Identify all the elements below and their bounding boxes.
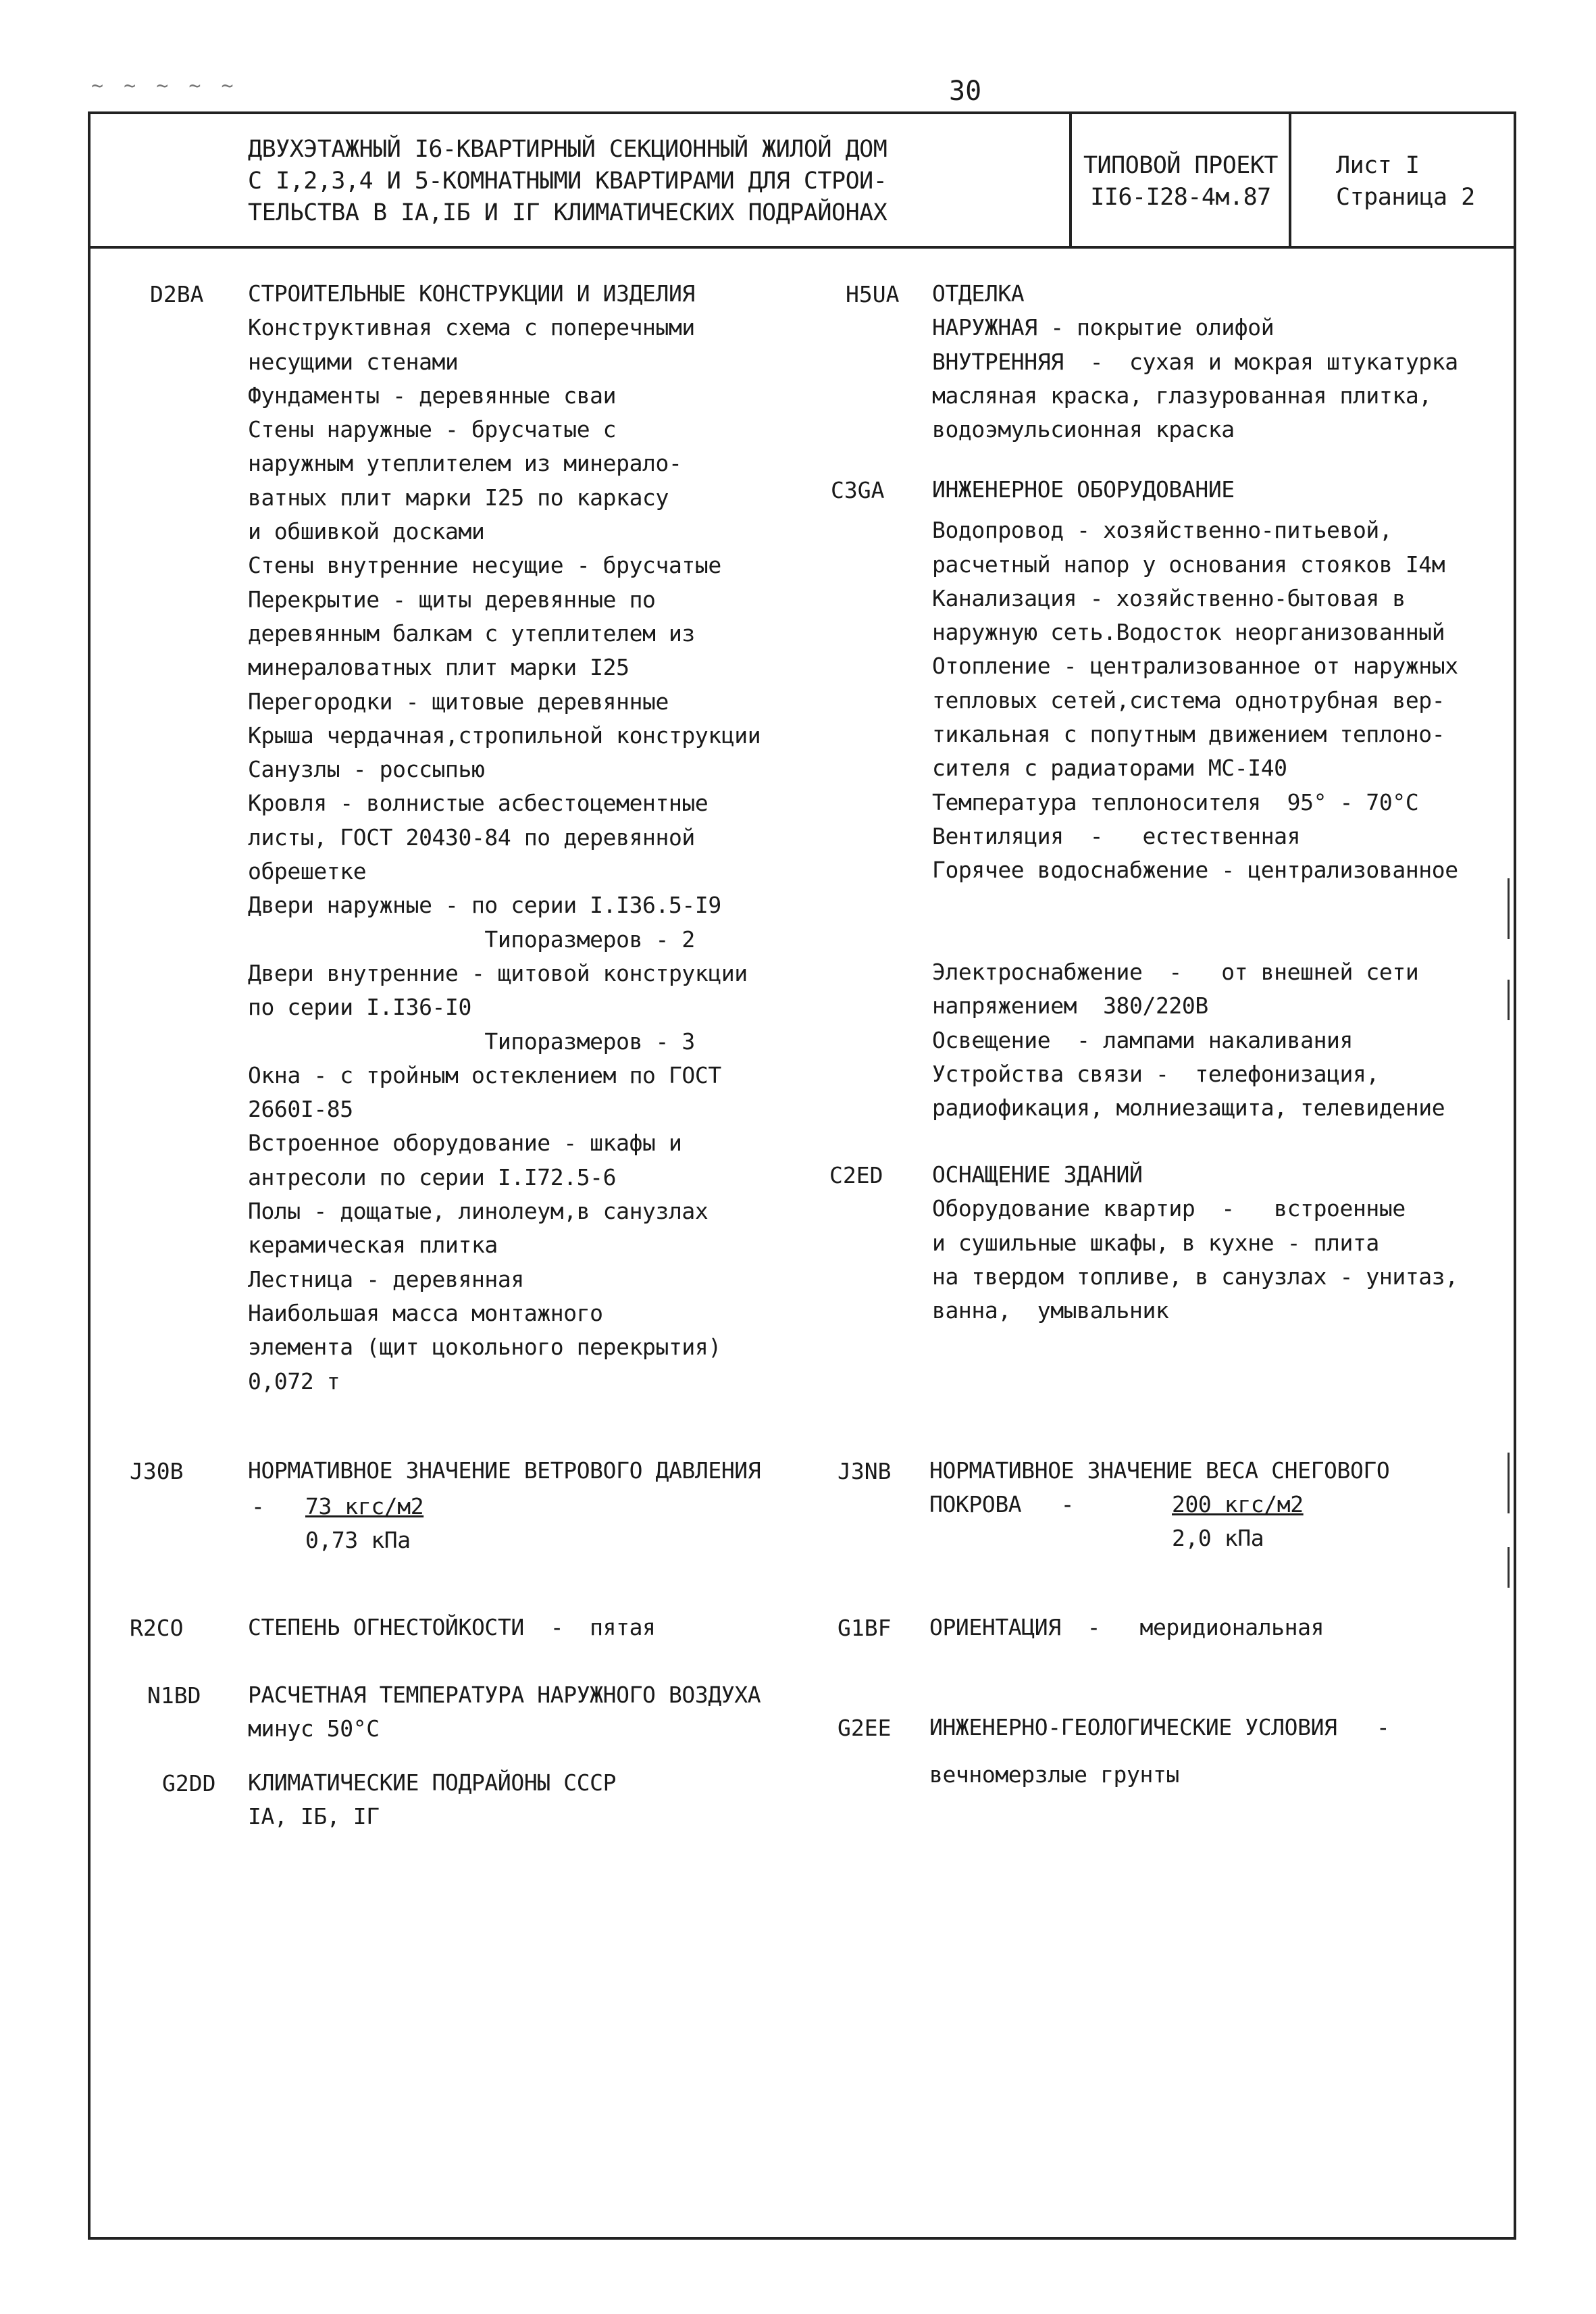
block-code: N1BD — [147, 1682, 201, 1709]
text-line: Наибольшая масса монтажного — [248, 1299, 603, 1326]
corner-mark: ~ ~ ~ ~ ~ — [91, 74, 238, 98]
text-line: листы, ГОСТ 20430-84 по деревянной — [248, 824, 695, 851]
text-line: Санузлы - россыпью — [248, 756, 485, 783]
text-line: минус 50°С — [248, 1715, 380, 1742]
header-title-line: С I,2,3,4 И 5-КОМНАТНЫМИ КВАРТИРАМИ ДЛЯ СТРОИ- — [248, 168, 887, 195]
snow-value-main: 200 кгс/м2 — [1172, 1491, 1304, 1517]
text-line: Двери внутренние - щитовой конструкции — [248, 959, 748, 986]
block-power-supply — [932, 955, 1445, 1125]
text-line: ВНУТРЕННЯЯ - сухая и мокрая штукатурка — [932, 348, 1458, 375]
text-line: наружную сеть.Водосток неорганизованный — [932, 619, 1445, 646]
text-line: НАРУЖНАЯ - покрытие олифой — [932, 314, 1275, 341]
block-climatic-subregions — [248, 1766, 616, 1834]
block-engineering-equipment — [932, 473, 1458, 888]
text-line: СТЕПЕНЬ ОГНЕСТОЙКОСТИ - пятая — [248, 1614, 656, 1640]
block-geology — [929, 1711, 1389, 1792]
block-code: G1BF — [838, 1615, 892, 1641]
project-label: ТИПОВОЙ ПРОЕКТ — [1083, 152, 1278, 179]
page-label: Страница 2 — [1336, 184, 1475, 211]
block-code: H5UA — [846, 281, 900, 307]
text-line: ванна, умывальник — [932, 1297, 1169, 1324]
text-line: Лестница - деревянная — [248, 1265, 524, 1292]
text-line: КЛИМАТИЧЕСКИЕ ПОДРАЙОНЫ СССР — [248, 1769, 617, 1796]
text-line: Окна - с тройным остеклением по ГОСТ — [248, 1061, 721, 1088]
snow-value-alt: 2,0 кПа — [1172, 1525, 1264, 1551]
sheet-box — [1336, 150, 1475, 213]
text-line: Температура теплоносителя 95° - 70°С — [932, 788, 1419, 815]
text-line: Кровля - волнистые асбестоцементные — [248, 790, 709, 817]
text-line: водоэмульсионная краска — [932, 416, 1235, 443]
text-line: Оборудование квартир - встроенные — [932, 1195, 1406, 1222]
text-line: ИНЖЕНЕРНО-ГЕОЛОГИЧЕСКИЕ УСЛОВИЯ - — [929, 1714, 1390, 1740]
block-outdoor-temperature — [248, 1678, 761, 1746]
project-box — [1079, 150, 1282, 213]
text-line: СТРОИТЕЛЬНЫЕ КОНСТРУКЦИИ И ИЗДЕЛИЯ — [248, 280, 695, 307]
text-line: масляная краска, глазурованная плитка, — [932, 382, 1432, 409]
wind-dash: - — [251, 1493, 265, 1519]
scan-mark — [1508, 980, 1510, 1020]
text-line: по серии I.I36-I0 — [248, 994, 471, 1021]
text-line: обрешетке — [248, 858, 367, 885]
text-line: Крыша чердачная,стропильной конструкции — [248, 722, 761, 749]
text-line: ИНЖЕНЕРНОЕ ОБОРУДОВАНИЕ — [932, 476, 1235, 503]
text-line: и обшивкой досками — [248, 518, 485, 545]
scan-mark — [1508, 1547, 1510, 1588]
header-divider — [88, 246, 1516, 249]
text-line: Канализация - хозяйственно-бытовая в — [932, 584, 1406, 611]
text-line: тепловых сетей,система однотрубная вер- — [932, 686, 1445, 713]
text-line: элемента (щит цокольного перекрытия) — [248, 1334, 721, 1361]
text-line: на твердом топливе, в санузлах - унитаз, — [932, 1263, 1458, 1290]
text-line: Полы - дощатые, линолеум,в санузлах — [248, 1198, 709, 1225]
text-line: напряжением 380/220В — [932, 992, 1208, 1020]
text-line: наружным утеплителем из минерало- — [248, 450, 682, 477]
block-code: G2EE — [838, 1715, 892, 1741]
text-line: тикальная с попутным движением теплоно- — [932, 721, 1445, 748]
text-line: Водопровод - хозяйственно-питьевой, — [932, 517, 1393, 544]
wind-value-alt: 0,73 кПа — [305, 1527, 411, 1553]
text-line: 2660I-85 — [248, 1096, 353, 1123]
block-code: J3NB — [838, 1458, 892, 1484]
block-snow-load — [929, 1454, 1389, 1522]
project-number: II6-I28-4м.87 — [1090, 184, 1271, 211]
page-number: 30 — [949, 76, 982, 107]
text-line: Перегородки - щитовые деревянные — [248, 688, 669, 715]
header-title-line: ДВУХЭТАЖНЫЙ I6-КВАРТИРНЫЙ СЕКЦИОННЫЙ ЖИЛОЙ ДОМ — [248, 136, 887, 163]
text-line: Горячее водоснабжение - централизованное — [932, 857, 1458, 884]
text-line: 0,072 т — [248, 1367, 340, 1394]
block-code: C2ED — [829, 1162, 883, 1188]
text-line: РАСЧЕТНАЯ ТЕМПЕРАТУРА НАРУЖНОГО ВОЗДУХА — [248, 1682, 761, 1708]
block-code: D2BA — [150, 281, 204, 307]
text-line: ватных плит марки I25 по каркасу — [248, 484, 669, 511]
block-orientation — [929, 1611, 1324, 1644]
text-line: ОСНАЩЕНИЕ ЗДАНИЙ — [932, 1161, 1143, 1188]
block-finishing — [932, 277, 1458, 447]
scan-mark — [1508, 1453, 1510, 1513]
text-line: Освещение - лампами накаливания — [932, 1026, 1353, 1053]
text-line: Вентиляция - естественная — [932, 822, 1301, 849]
header-title — [248, 134, 887, 229]
text-line: Отопление - централизованное от наружных — [932, 653, 1458, 680]
text-line: ОТДЕЛКА — [932, 280, 1025, 307]
block-code: G2DD — [162, 1770, 216, 1796]
block-building-equipment — [932, 1158, 1458, 1328]
text-line: вечномерзлые грунты — [929, 1761, 1179, 1788]
scan-mark — [1508, 878, 1510, 939]
text-line: антресоли по серии I.I72.5-6 — [248, 1163, 617, 1190]
text-line: Двери наружные - по серии I.I36.5-I9 — [248, 892, 721, 919]
text-line: радиофикация, молниезащита, телевидение — [932, 1095, 1445, 1122]
block-code: R2CO — [130, 1615, 184, 1641]
text-line: Конструктивная схема с поперечными — [248, 314, 695, 341]
block-structures — [248, 277, 761, 1399]
text-line: НОРМАТИВНОЕ ЗНАЧЕНИЕ ВЕТРОВОГО ДАВЛЕНИЯ — [248, 1457, 761, 1484]
text-line: керамическая плитка — [248, 1232, 498, 1259]
text-line: Перекрытие - щиты деревянные по — [248, 586, 656, 613]
text-line — [929, 1744, 1389, 1758]
wind-value-main: 73 кгс/м2 — [305, 1493, 424, 1519]
block-code: C3GA — [831, 477, 885, 503]
text-line: ПОКРОВА - — [929, 1491, 1075, 1518]
text-line: деревянным балкам с утеплителем из — [248, 620, 695, 647]
text-line: Стены наружные - брусчатые с — [248, 416, 617, 443]
text-line: и сушильные шкафы, в кухне - плита — [932, 1229, 1379, 1256]
text-line: Фундаменты - деревянные сваи — [248, 382, 617, 409]
text-line: сителя с радиаторами МС-I40 — [932, 755, 1287, 782]
text-line: Типоразмеров - 3 — [248, 1028, 695, 1055]
text-line: несущими стенами — [248, 348, 459, 375]
text-line: Встроенное оборудование - шкафы и — [248, 1130, 682, 1157]
text-line: Типоразмеров - 2 — [248, 926, 695, 953]
block-fire-resistance — [248, 1611, 656, 1644]
text-line: НОРМАТИВНОЕ ЗНАЧЕНИЕ ВЕСА СНЕГОВОГО — [929, 1457, 1390, 1484]
sheet-label: Лист I — [1336, 152, 1420, 179]
text-line: расчетный напор у основания стояков I4м — [932, 551, 1445, 578]
text-line: ОРИЕНТАЦИЯ - меридиональная — [929, 1614, 1324, 1640]
text-line: IА, IБ, IГ — [248, 1803, 380, 1830]
header-divider-vertical-1 — [1069, 111, 1072, 247]
header-title-line: ТЕЛЬСТВА В IА,IБ И IГ КЛИМАТИЧЕСКИХ ПОДРАЙОНАХ — [248, 199, 887, 226]
block-code: J30B — [130, 1458, 184, 1484]
block-wind-pressure — [248, 1454, 761, 1488]
text-line: Устройства связи - телефонизация, — [932, 1060, 1379, 1087]
header-divider-vertical-2 — [1289, 111, 1291, 247]
text-line: Электроснабжение - от внешней сети — [932, 959, 1419, 985]
text-line: Стены внутренние несущие - брусчатые — [248, 552, 721, 579]
text-line: минераловатных плит марки I25 — [248, 654, 629, 681]
